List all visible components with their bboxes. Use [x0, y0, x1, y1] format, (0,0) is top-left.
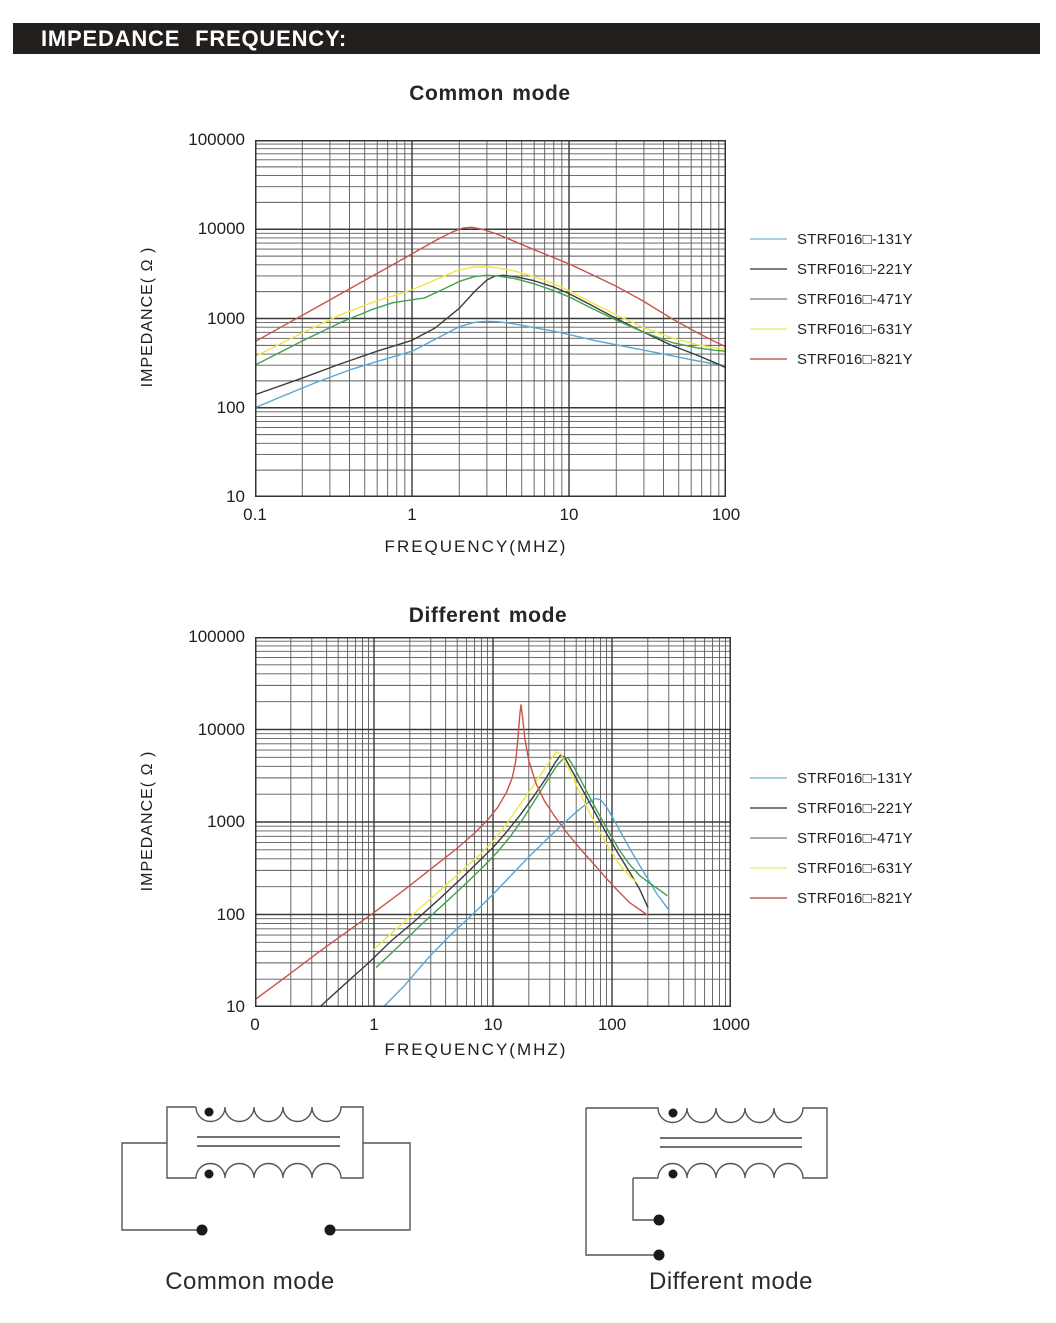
series-line — [255, 275, 726, 394]
y-tick-label: 100 — [216, 397, 245, 417]
core-lines — [660, 1138, 802, 1147]
legend-item — [750, 860, 913, 876]
y-tick-label: 10000 — [197, 719, 245, 739]
legend-item — [750, 830, 913, 846]
frequency-axis-label: FREQUENCY(MHZ) — [384, 1040, 568, 1059]
common-mode-plot — [255, 140, 726, 497]
x-tick-label: 10 — [483, 1015, 503, 1034]
different-mode-circuit-label: Different mode — [649, 1268, 813, 1295]
legend-label: STRF016□-221Y — [797, 260, 913, 278]
x-tick-label: 0.1 — [243, 505, 267, 524]
legend-line-swatch — [750, 358, 787, 360]
legend-item — [750, 291, 913, 307]
y-tick-label: 100000 — [188, 627, 245, 646]
terminal-dot — [325, 1225, 336, 1236]
different-mode-legend — [750, 770, 913, 906]
frequency-axis-label: FREQUENCY(MHZ) — [384, 537, 568, 556]
legend-label: STRF016□-821Y — [797, 889, 913, 907]
header-banner — [13, 23, 1040, 54]
impedance-axis-label: IMPEDANCE( Ω ) — [139, 750, 156, 892]
legend-label: STRF016□-821Y — [797, 350, 913, 368]
legend-item — [750, 770, 913, 786]
different-mode-chart-title: Different mode — [408, 604, 568, 627]
x-tick-label: 1000 — [712, 1015, 750, 1034]
winding-dot — [205, 1108, 214, 1117]
transformer-outline — [586, 1108, 827, 1178]
legend-item — [750, 351, 913, 367]
winding-dot — [205, 1170, 214, 1179]
legend-line-swatch — [750, 837, 787, 839]
legend-label: STRF016□-131Y — [797, 769, 913, 787]
series-line — [374, 752, 636, 949]
legend-line-swatch — [750, 867, 787, 869]
legend-line-swatch — [750, 298, 787, 300]
legend-label: STRF016□-221Y — [797, 799, 913, 817]
legend-item — [750, 800, 913, 816]
common-mode-legend — [750, 231, 913, 367]
x-tick-label: 100 — [711, 505, 741, 524]
legend-line-swatch — [750, 897, 787, 899]
y-tick-label: 100 — [216, 904, 245, 924]
header-title: IMPEDANCE FREQUENCY: — [41, 25, 347, 51]
y-tick-label: 1000 — [207, 812, 245, 831]
different-mode-circuit-diagram — [560, 1085, 860, 1270]
y-tick-label: 100000 — [188, 130, 245, 149]
y-tick-label: 10 — [226, 997, 245, 1016]
x-tick-label: 100 — [597, 1015, 627, 1034]
legend-line-swatch — [750, 238, 787, 240]
winding-dot — [669, 1109, 678, 1118]
legend-label: STRF016□-631Y — [797, 320, 913, 338]
legend-item — [750, 261, 913, 277]
core-lines — [197, 1137, 340, 1146]
different-mode-plot — [255, 637, 731, 1007]
terminal-dot — [197, 1225, 208, 1236]
series-line — [255, 267, 726, 357]
common-mode-chart-title: Common mode — [409, 82, 571, 105]
y-tick-label: 10 — [226, 487, 245, 506]
x-tick-label: 1 — [407, 505, 417, 524]
y-tick-label: 10000 — [197, 219, 245, 239]
terminal-dot — [654, 1215, 665, 1226]
legend-label: STRF016□-131Y — [797, 230, 913, 248]
left-lead-wire — [122, 1143, 200, 1230]
right-lead-wire — [332, 1143, 410, 1230]
legend-line-swatch — [750, 328, 787, 330]
x-tick-label: 0 — [250, 1015, 260, 1034]
middle-lead-wire — [633, 1178, 656, 1220]
legend-item — [750, 321, 913, 337]
impedance-axis-label: IMPEDANCE( Ω ) — [139, 246, 156, 388]
series-line — [255, 321, 726, 407]
x-tick-label: 10 — [559, 505, 579, 524]
terminal-dot — [654, 1250, 665, 1261]
series-line — [255, 705, 648, 1000]
legend-label: STRF016□-631Y — [797, 859, 913, 877]
legend-item — [750, 231, 913, 247]
common-mode-circuit-diagram — [100, 1090, 430, 1255]
legend-line-swatch — [750, 807, 787, 809]
x-tick-label: 1 — [369, 1015, 379, 1034]
legend-item — [750, 890, 913, 906]
winding-dot — [669, 1170, 678, 1179]
outer-lead-wire — [586, 1108, 656, 1255]
common-mode-circuit-label: Common mode — [165, 1268, 335, 1295]
legend-line-swatch — [750, 268, 787, 270]
transformer-outline — [167, 1107, 363, 1178]
y-tick-label: 1000 — [207, 308, 245, 328]
legend-line-swatch — [750, 777, 787, 779]
series-line — [255, 275, 726, 365]
legend-label: STRF016□-471Y — [797, 290, 913, 308]
legend-label: STRF016□-471Y — [797, 829, 913, 847]
